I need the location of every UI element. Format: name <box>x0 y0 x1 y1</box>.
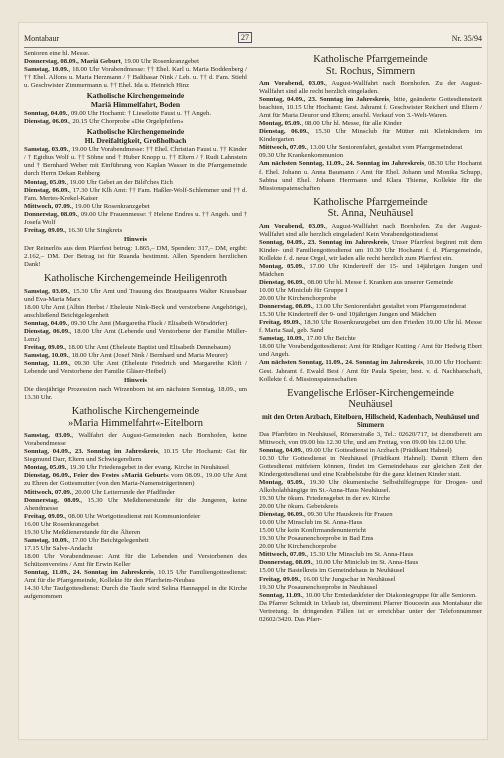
service-entry: Dienstag, 06.09., 20.15 Uhr Chorprobe »Die Orgelpfeifen« <box>24 118 184 126</box>
section-heading: Katholische Pfarrgemeinde St. Anna, Neuhäusel <box>313 196 428 220</box>
service-entry: Samstag, 03.09., Wallfahrt der August-Gemeinden nach Bornhofen, keine Vorabendmesse <box>24 432 247 448</box>
service-entry: Montag, 05.09., 17.00 Uhr Kindertreff der 15- und 14jährigen Jungen und Mädchen <box>259 262 482 278</box>
service-entry: 15.00 Uhr Bastelkreis im Gemeindehaus in Neuhäusel <box>259 567 405 575</box>
service-entry: Sonntag, 11.09., 24. Sonntag im Jahreskreis, 10.15 Uhr Familiengottesdienst: Amt für die Pfarrgemeinde, Kollekte für den Pfarrheim-Neubau <box>24 568 247 585</box>
service-entry: 17.15 Uhr Salve-Andacht <box>24 544 93 552</box>
section-heading: mit den Orten Arzbach, Eitelborn, Hillscheid, Kadenbach, Neuhäusel und Simmern <box>261 413 480 429</box>
service-entry: Freitag, 09.09., 18.30 Uhr Rosenkranzgebet um den Frieden 19.00 Uhr hl. Messe f. Maria Saal, geb. Sand <box>259 319 482 335</box>
service-entry: Freitag, 09.09., 08.00 Uhr Wortgottesdienst mit Kommunionfeier <box>24 512 201 520</box>
service-entry: Dienstag, 06.09., 09.30 Uhr Hauskreis für Frauen <box>259 511 393 519</box>
header-page-number: 27 <box>238 32 252 43</box>
service-entry: 20.00 Uhr Kirchenchorprobe <box>259 543 337 551</box>
section-heading: Katholische Pfarrgemeinde St. Rochus, Simmern <box>313 54 428 77</box>
service-entry: Dienstag, 06.09., Feier des Festes »Mariä Geburt« vom 08.09., 19.00 Uhr Amt zu Ehren der Gottesmutter (von den Maria-Namensträgerinnen) <box>24 472 247 488</box>
service-entry: Donnerstag, 08.09., 10.00 Uhr Miniclub im St. Anna-Haus <box>259 559 419 567</box>
service-entry: Samstag, 10.09., 18.00 Uhr Vorabendmesse: †† Ehel. Karl u. Maria Boddenberg / †† Ehel. Alfons u. Maria Herzmann / † Balthasar Nink / Leb. u. †† d. Fam. Stiehl u. Geschwister Zimmermann u. †† Ehel. Ida u. Heinrich Hinz <box>24 66 247 90</box>
service-entry: Sonntag, 04.09., 09.00 Uhr Hochamt: † Lieselotte Faust u. †† Angeh. <box>24 110 212 118</box>
service-entry: 10.00 Uhr Minsclub im St. Anna-Haus <box>259 519 363 527</box>
service-entry: 15.30 Uhr Kindertreff der 9- und 10jährigen Jungen und Mädchen <box>259 311 437 319</box>
service-entry: Mittwoch, 07.09., 19.00 Uhr Rosenkranzgebet <box>24 202 150 210</box>
section-heading: Katholische Kirchengemeinde Hl. Dreifaltigkeit, Großholbach <box>84 127 187 146</box>
service-entry: Samstag, 03.09., 19.00 Uhr Vorabendmesse: †† Ehel. Christian Faust u. †† Kinder / † Egidius Wolf u. †† Söhne und † Huber Knopp u. †† Eltern / † Rudi Lahnstein und † Bernhard Weber mit Einführung von Kaplan Wasser in die Pfarrgemeinde durch Herrn Dekan Rehberg <box>24 146 247 178</box>
service-entry: Dienstag, 06.09., 15.30 Uhr Minsclub für Mütter mit Kleinkindern im Kindergarten <box>259 128 482 144</box>
service-entry: 14.30 Uhr Taufgottesdienst: Durch die Taufe wird Selina Hannappel in die Kirche aufgenommen <box>24 585 247 601</box>
service-entry: Sonntag, 04.09., 23. Sonntag im Jahreskreis, 10.15 Uhr Hochamt: Gst für Siegmund Darr, Eltern und Schwiegereltern <box>24 448 247 464</box>
service-entry: 09.30 Uhr Krankenkommunion <box>259 152 344 160</box>
service-entry: Dienstag, 06.09., 17.30 Uhr Klh Amt: †† Fam. Haßler-Wolf-Schlemmer und †† d. Fam. Mertes-Krekel-Kaiser <box>24 186 247 202</box>
service-entry: Sonntag, 04.09., 23. Sonntag im Jahreskreis, bitte, geänderte Gottesdienstzeit beachten, 10.15 Uhr Hochamt: Gest. Jahramt f. Geschwister Reichert und Eltern / Amt für Maria Deuror und Eltern; anschl. Verkauf von 3.-Welt-Waren. <box>259 96 482 120</box>
service-entry: 16.00 Uhr Rosenkranzgebet <box>24 520 99 528</box>
service-entry: Samstag, 10.09., 17.00 Uhr Beichtgelegenheit <box>24 536 149 544</box>
service-entry: Freitag, 09.09., 18.00 Uhr Amt (Eheleute Baptist und Elisabeth Dennebaum) <box>24 343 231 351</box>
section-heading: Katholische Kirchengemeinde »Maria Himmelfahrt«-Eitelborn <box>68 406 203 429</box>
service-entry: Sonntag, 04.09., 09.30 Uhr Amt (Margaretha Fluck / Elisabeth Wörsdörfer) <box>24 319 228 327</box>
service-entry: 10.30 Uhr Gottesdienst in Neuhäusel (Prädikant Hahnel). Damit Eltern den Gottesdienst mitfeiern können, findet im Gemeindehaus zur gleichen Zeit der Kindergottesdienst und eine Krabbelstube für die ganz kleinen Kinder statt. <box>259 454 482 478</box>
header-town: Montabaur <box>24 34 60 43</box>
service-entry: 10.00 Uhr Miniclub für Gruppe I <box>259 287 348 295</box>
service-entry: 18.00 Uhr Vorabendmesse: Amt für die Lebenden und Verstorbenen des Schützenvereins / Amt für Erwin Keller <box>24 552 247 568</box>
service-entry: Sonntag, 11.09., 10.00 Uhr Erntedankfeier der Diakoniegruppe für alle Senioren. <box>259 591 477 599</box>
service-entry: 19.30 Uhr Meßdienerstunde für die Älteren <box>24 528 141 536</box>
service-entry: Der Reinerlös aus dem Pfarrfest betrug: 1.865,– DM, Spenden: 317,– DM, ergibt: 2.162,– DM. Der Betrag ist für Ruanda bestimmt. Allen Spendern herzlichen Dank! <box>24 244 247 268</box>
service-entry: Montag, 05.09., 08.00 Uhr hl. Messe, für alle Kinder <box>259 120 402 128</box>
service-entry: Sonntag, 11.09., 09.30 Uhr Amt (Eheleute Friedrich und Margarethe Klöft / Lebende und Verstorbene der Familie Gläser-Heibel) <box>24 359 247 375</box>
page-header <box>24 32 482 46</box>
header-issue: Nr. 35/94 <box>451 34 482 43</box>
service-entry: Donnerstag, 08.09., 13.00 Uhr Seniorenfahrt gestaltet vom Pfarrgemeinderat <box>259 303 467 311</box>
service-entry: 20.00 Uhr Kirchenchorprobe <box>259 295 337 303</box>
service-entry: Am Vorabend, 03.09., August-Wallfahrt nach Bornhofen. Zu der August-Wallfahrt sind alle recht herzlich eingeladen. <box>259 80 483 96</box>
service-entry: Dienstag, 06.09., 18.00 Uhr Amt (Lebende und Verstorbene der Familie Müller-Lenz) <box>24 327 247 343</box>
service-entry: Donnerstag, 08.09., 15.30 Uhr Meßdienerstunde für die Jungeren, keine Abendmesse <box>24 496 247 512</box>
service-entry: 20.00 Uhr ökum. Gebetskreis <box>259 503 338 511</box>
service-entry: 19.30 Uhr ökum. Friedensgebet in der ev. Kirche <box>259 495 391 503</box>
service-entry: Samstag, 03.09., 15.30 Uhr Amt und Trauung des Brautpaares Walter Krausbaar und Eva-Maria Marx <box>24 287 247 303</box>
service-entry: 18.00 Uhr Amt (Albin Herbst / Eheleute Nink-Beck und verstorbene Angehörige), anschließend Beichtgelegenheit <box>24 303 247 319</box>
service-entry: Sonntag, 04.09., 23. Sonntag im Jahreskreis, Unser Pfarrfest beginnt mit dem Kinder- und Familiengottesdienst um 10.30 Uhr Hochamt f. d. Pfarrgemeinde, Kollekte f. d. neue Orgel, wir laden alle recht herzlich zum Pfarrfest ein. <box>259 238 482 262</box>
newspaper-page <box>18 22 488 740</box>
service-entry: Samstag, 10.09., 17.00 Uhr Beichte <box>259 335 356 343</box>
header-rule <box>24 47 482 48</box>
notice-heading: Hinweis <box>123 235 148 243</box>
section-heading: Evangelische Erlöser-Kirchengemeinde Neuhäusel <box>287 387 454 411</box>
service-entry: Am nächsten Sonntag, 11.09., 24. Sonntag im Jahreskreis, 10.00 Uhr Hochamt: Gest. Jahramt f. Ewald Best / Amt für Paula Speier, best. v. d. Nachbarschaft, Kollekte f. d. Missionspatenschaften <box>259 359 482 383</box>
service-entry: Freitag, 09.09., 16.00 Uhr Jungschar in Neuhäusel <box>259 575 396 583</box>
service-entry: Dienstag, 06.09., 08.00 Uhr hl. Messe f. Kranken aus unserer Gemeinde <box>259 278 454 286</box>
service-entry: Am nächsten Sonntag, 11.09., 24. Sonntag im Jahreskreis, 08.30 Uhr Hochamt f. Ehel. Johann u. Anna Baumann / Amt für Ehel. Johann und Monika Schupp, Sabina und Ehel. Johann Herrmann und Klara Thieme, Kollekte für die Missionspatenschaften <box>259 160 482 192</box>
service-entry: Donnerstag, 08.09., Mariä Geburt, 19.00 Uhr Rosenkranzgebet <box>24 58 199 66</box>
right-column <box>259 50 482 624</box>
section-heading: Katholische Kirchengemeinde Heiligenroth <box>43 273 228 285</box>
service-entry: 15.00 Uhr kein Konfirmandenunterricht <box>259 527 366 535</box>
service-entry: Donnerstag, 08.09., 09.00 Uhr Frauenmesse: † Helene Endres u. †† Angeh. und † Josefa Wolf <box>24 210 247 226</box>
service-entry: Samstag, 10.09., 18.00 Uhr Amt (Josef Nink / Bernhard und Maria Meurer) <box>24 351 228 359</box>
service-entry: Montag, 05.09., 19.30 Uhr ökumenische Selbsthilfegruppe für Drogen- und Alkoholabhängige im St.-Anna-Haus Neuhäusel. <box>259 478 482 495</box>
service-entry: Montag, 05.09., 19.30 Uhr Friedensgebet in der evang. Kirche in Neuhäusel <box>24 464 230 472</box>
service-entry: Montag, 05.09., 19.00 Uhr Gebet an der Bild'ches Eich <box>24 178 173 186</box>
service-entry: 18.00 Uhr Vorabendgottesdienst: Amt für Rüdiger Kutting / Amt für Hedwig Ebert und Angeh. <box>259 343 482 359</box>
left-column <box>24 50 247 601</box>
service-entry: Die diesjährige Prozession nach Wirzenborn ist am nächsten Sonntag, 18.09., um 13.30 Uhr. <box>24 386 247 402</box>
service-entry: Freitag, 09.09., 16.30 Uhr Singkreis <box>24 226 123 234</box>
service-entry: Mittwoch, 07.09., 20.00 Uhr Leiterrunde der Pfadfinder <box>24 488 175 496</box>
service-entry: 19.30 Uhr Posaunenchorprobe in Neuhäusel <box>259 583 378 591</box>
service-entry: Mittwoch, 07.09., 15.30 Uhr Minsclub im St. Anna-Haus <box>259 551 414 559</box>
service-entry: Das Pfarrbüro in Neuhäusel, Römerstraße 3, Tel.: 02620/717, ist dienstbereit am Mittwoch, von 09.00 bis 12.30 Uhr, und am Freitag, von 09.00 bis 12.00 Uhr. <box>259 430 482 446</box>
notice-heading: Hinweis <box>123 377 148 385</box>
section-heading: Katholische Kirchengemeinde Mariä Himmelfahrt, Boden <box>86 91 185 110</box>
service-entry: Am Vorabend, 03.09., August-Wallfahrt nach Bornhofen. Zu der August-Wallfahrt sind alle herzlich eingeladen! Kein Vorabendgottesdienst <box>259 222 483 238</box>
service-entry: Senioren eine hl. Messe. <box>24 50 90 57</box>
service-entry: 19.30 Uhr Posaunenchorprobe in Bad Ems <box>259 535 374 543</box>
service-entry: Mittwoch, 07.09., 13.00 Uhr Seniorenfahrt, gestaltet vom Pfarrgemeinderat <box>259 144 463 152</box>
service-entry: Sonntag, 04.09., 09.00 Uhr Gottesdienst in Arzbach (Prädikant Hahnel) <box>259 446 452 454</box>
service-entry: Da Pfarrer Schmidt in Urlaub ist, übernimmt Pfarrer Bouceein aus Montabaur die Vertretung. In dringenden Fällen ist er erreichbar unter der Telefonnummer 02602/3420. Das Pfarr- <box>259 599 482 623</box>
